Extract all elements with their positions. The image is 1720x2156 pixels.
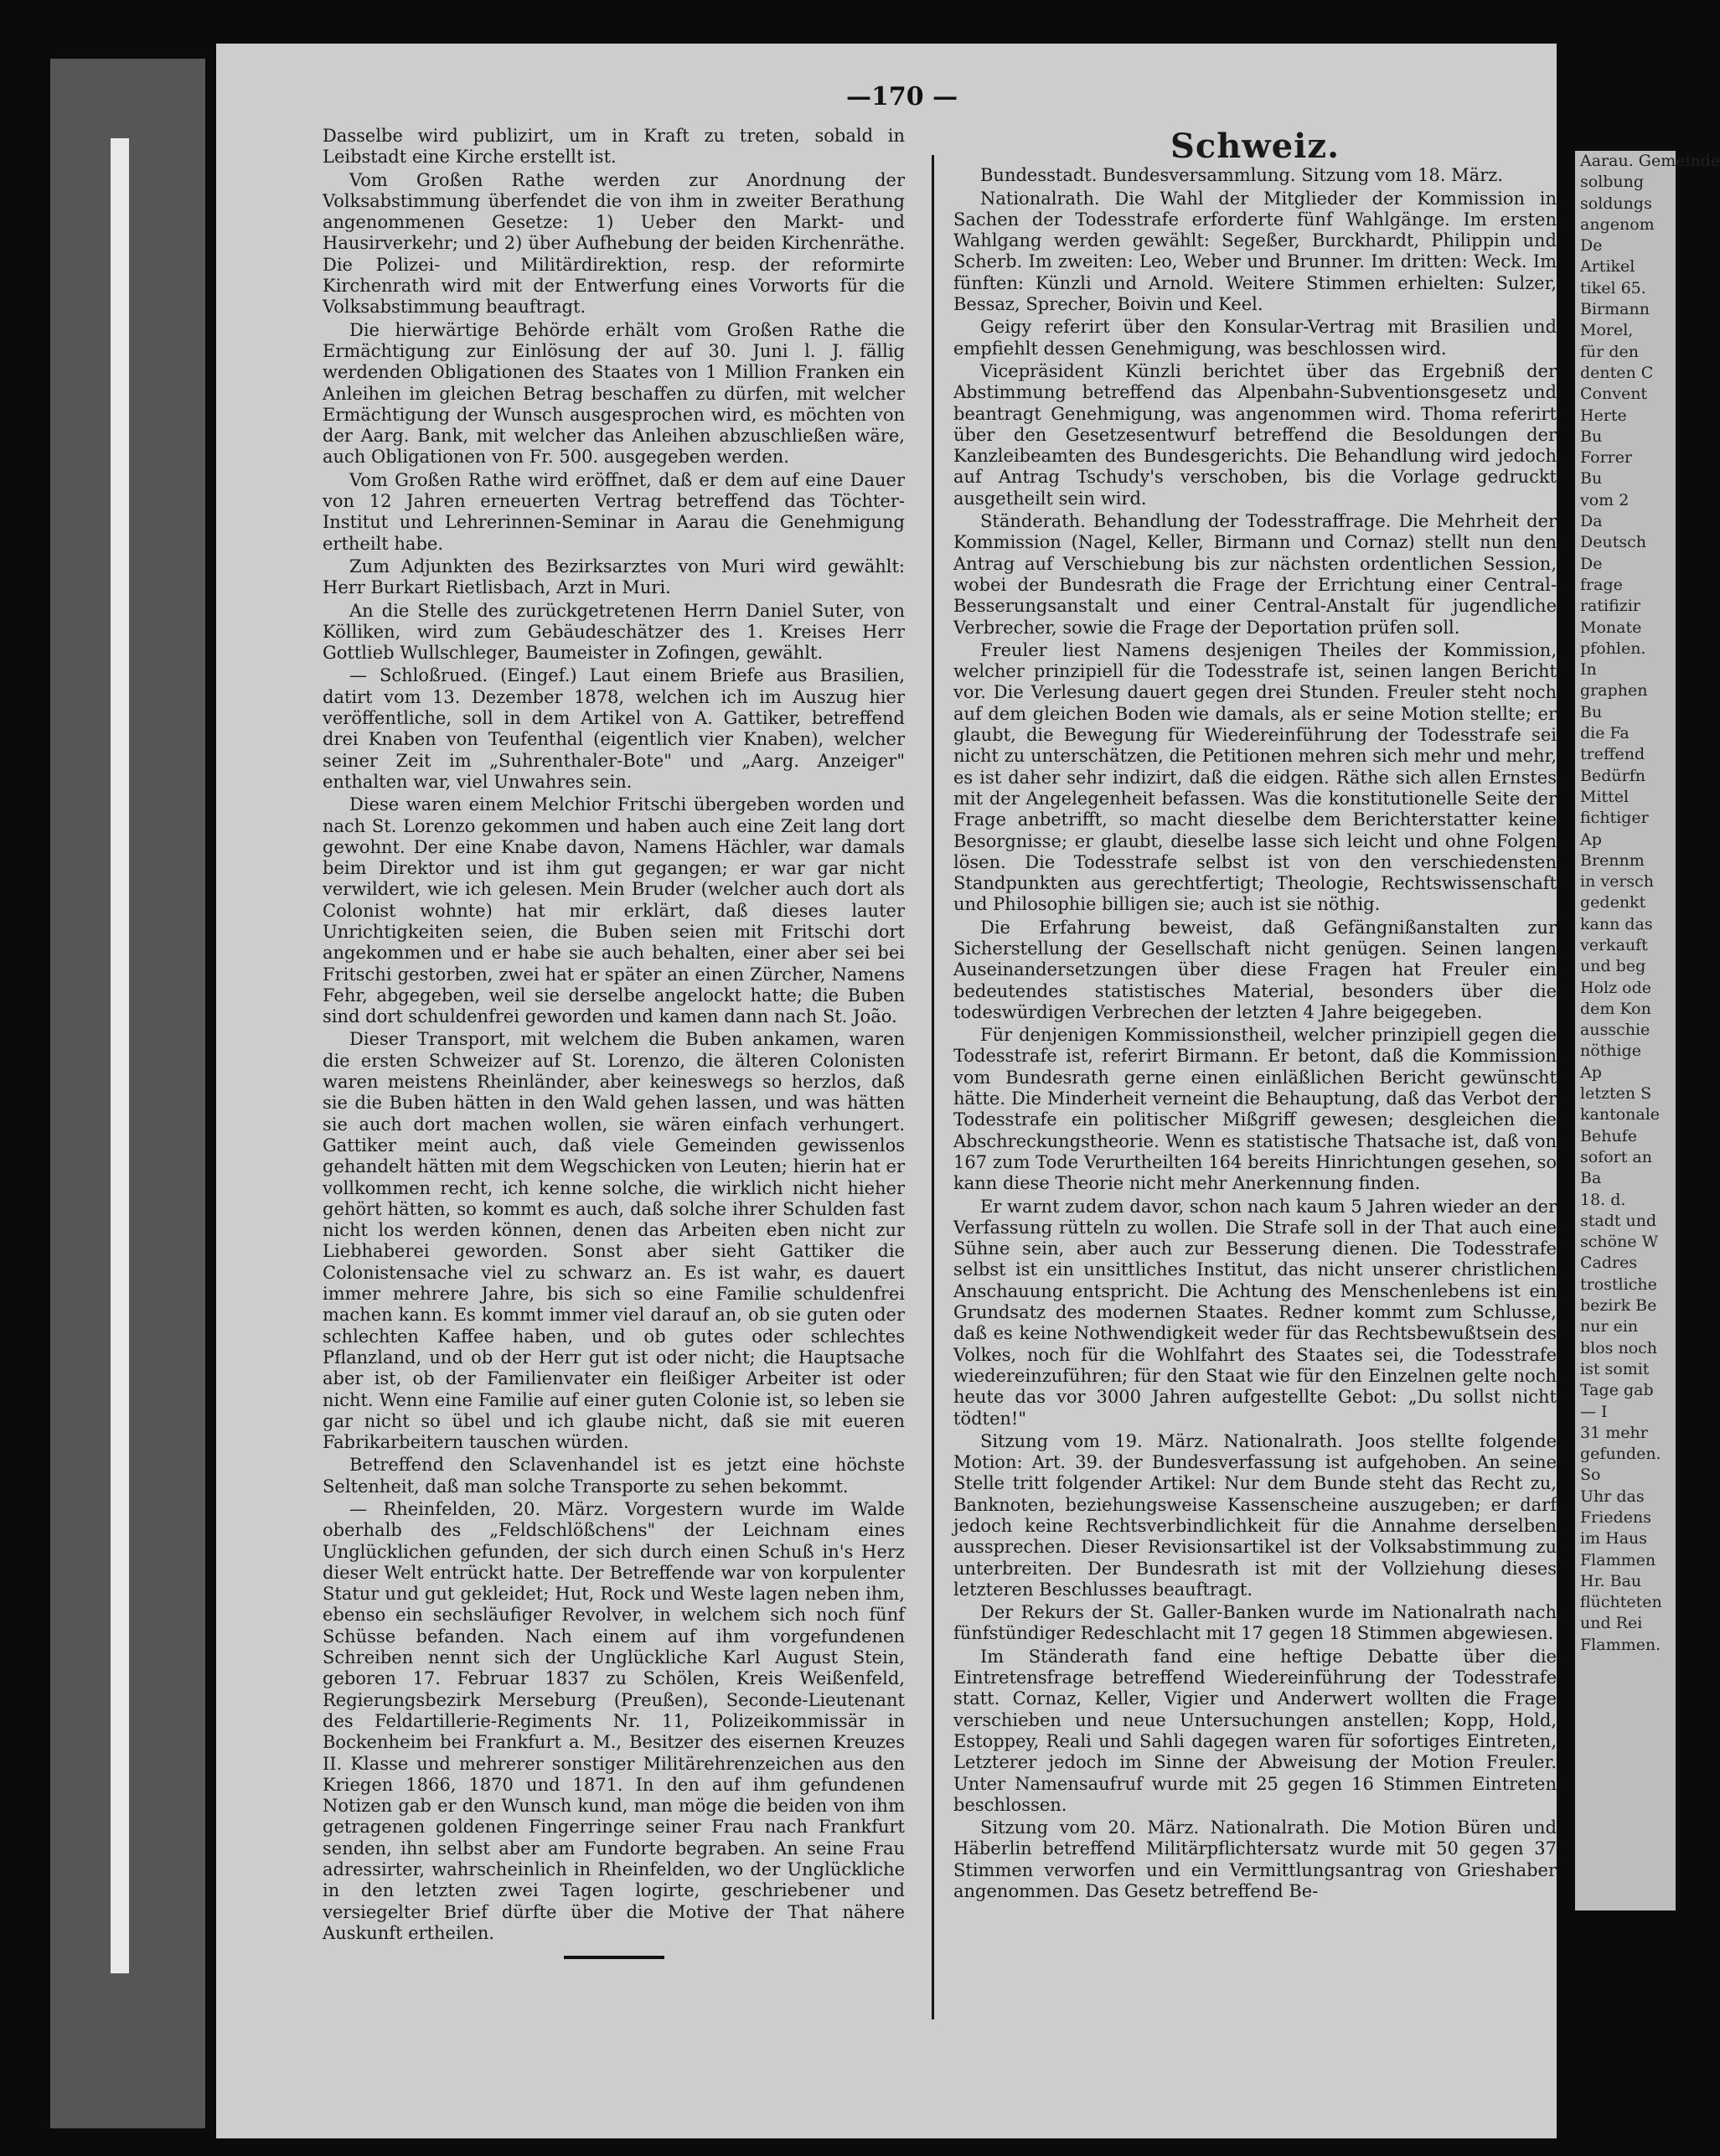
next-page-line: Da bbox=[1580, 512, 1603, 531]
next-page-line: ratifizir bbox=[1580, 597, 1640, 616]
article-paragraph: Geigy referirt über den Konsular-Vertrag mit Brasilien und empfiehlt dessen Genehmigung, was beschlossen wird. bbox=[953, 317, 1557, 359]
article-paragraph: Vicepräsident Künzli berichtet über das Ergebniß der Abstimmung betreffend das Alpenbahn-Subventionsgesetz und beantragt Genehmigung, was angenommen wird. Thoma referirt über den Gesetzesentwurf betreffend die Besoldungen der Kanzleibeamten des Bundesgerichts. Die Behandlung wird jedoch auf Antrag Tschudy's verschoben, bis die Vorlage gedruckt ausgetheilt sein wird. bbox=[953, 360, 1557, 509]
article-paragraph: Für denjenigen Kommissionstheil, welcher prinzipiell gegen die Todesstrafe ist, referirt Birmann. Er betont, daß die Kommission vom Bundesrath gerne einen einläßlichen Bericht gewünscht hätte. Die Minderheit verneint die Behauptung, daß das Verbot der Todesstrafe ein politischer Mißgriff gewesen; desgleichen die Abschreckungstheorie. Wenn es statistische Thatsache ist, daß von 167 zum Tode Verurtheilten 164 bereits Hinrichtungen gesehen, so kann diese Theorie nicht mehr Anerkennung finden. bbox=[953, 1025, 1557, 1194]
article-paragraph: Sitzung vom 20. März. Nationalrath. Die Motion Büren und Häberlin betreffend Militärpflichtersatz wurde mit 50 gegen 37 Stimmen verworfen und ein Vermittlungsantrag von Grieshaber angenommen. Das Gesetz betreffend Be- bbox=[953, 1817, 1557, 1902]
next-page-line: So bbox=[1580, 1466, 1601, 1485]
left-column bbox=[323, 126, 905, 1959]
article-paragraph: Die hierwärtige Behörde erhält vom Großen Rathe die Ermächtigung zur Einlösung der auf 30. Juni l. J. fällig werdenden Obligationen des Staates von 1 Million Franken ein Anleihen im gleichen Betrag beschaffen zu dürfen, mit welcher Ermächtigung der Wunsch ausgesprochen wird, es möchten von der Aarg. Bank, mit welcher das Anleihen abzuschließen wäre, auch Obligationen von Fr. 500. ausgegeben werden. bbox=[323, 319, 905, 468]
article-paragraph: Betreffend den Sclavenhandel ist es jetzt eine höchste Seltenheit, daß man solche Transporte zu sehen bekommt. bbox=[323, 1455, 905, 1497]
next-page-line: letzten S bbox=[1580, 1084, 1652, 1104]
article-paragraph: Sitzung vom 19. März. Nationalrath. Joos stellte folgende Motion: Art. 39. der Bundesverfassung ist aufgehoben. An seine Stelle tritt folgender Artikel: Nur dem Bunde steht das Recht zu, Banknoten, beziehungsweise Kassenscheine auszugeben; er darf jedoch keine Rechtsverbindlichkeit für die Annahme derselben aussprechen. Dieser Revisionsartikel ist der Volksabstimmung zu unterbreiten. Der Bundesrath ist mit der Vollziehung dieses letzteren Beschlusses beauftragt. bbox=[953, 1430, 1557, 1600]
next-page-line: Herte bbox=[1580, 406, 1627, 425]
next-page-line: Deutsch bbox=[1580, 533, 1646, 552]
article-paragraph: — Rheinfelden, 20. März. Vorgestern wurde im Walde oberhalb des „Feldschlößchens" der Leichnam eines Unglücklichen gefunden, der sich durch einen Schuß in's Herz dieser Welt entrückt hatte. Der Betreffende war von korpulenter Statur und gut gekleidet; Hut, Rock und Weste lagen neben ihm, ebenso ein sechsläufiger Revolver, in welchem sich noch fünf Schüsse befanden. Nach einem auf ihm vorgefundenen Schreiben nennt sich der Unglückliche Karl August Stein, geboren 17. Februar 1837 zu Schölen, Kreis Weißenfeld, Regierungsbezirk Merseburg (Preußen), Seconde-Lieutenant des Feldartillerie-Regiments Nr. 11, Polizeikommissär in Bockenheim bei Frankfurt a. M., Besitzer des eisernen Kreuzes II. Klasse und mehrerer sonstiger Militärehrenzeichen aus den Kriegen 1866, 1870 und 1871. In den auf ihm gefundenen Notizen gab er den Wunsch kund, man möge die beiden von ihm getragenen goldenen Fingerringe seiner Frau nach Frankfurt senden, ihn selbst aber am Fundorte begraben. An seine Frau adressirter, wahrscheinlich in Rheinfelden, wo der Unglückliche in den letzten zwei Tagen logirte, geschriebener und versiegelter Brief dürfte über die Motive der That nähere Auskunft ertheilen. bbox=[323, 1499, 905, 1943]
next-page-line: frage bbox=[1580, 575, 1623, 594]
next-page-line: ausschie bbox=[1580, 1021, 1650, 1040]
next-page-line: nur ein bbox=[1580, 1317, 1639, 1337]
article-paragraph: Die Erfahrung beweist, daß Gefängnißanstalten zur Sicherstellung der Gesellschaft nicht genügen. Seinen langen Auseinandersetzungen über diese Fragen hat Freuler ein bedeutendes statistisches Material, besonders über die todeswürdigen Verbrechen der letzten 4 Jahre beigegeben. bbox=[953, 917, 1557, 1022]
article-paragraph: — Schloßrued. (Eingef.) Laut einem Briefe aus Brasilien, datirt vom 13. Dezember 1878, welchen ich im Auszug hier veröffentliche, soll in dem Artikel von A. Gattiker, betreffend drei Knaben von Teufenthal (eigentlich vier Knaben), welcher seiner Zeit im „Suhrenthaler-Bote" und „Aarg. Anzeiger" enthalten war, viel Unwahres sein. bbox=[323, 665, 905, 792]
next-page-line: gefunden. bbox=[1580, 1445, 1661, 1464]
next-page-line: flüchteten bbox=[1580, 1593, 1662, 1612]
next-page-line: Tage gab bbox=[1580, 1381, 1654, 1400]
next-page-line: nöthige bbox=[1580, 1042, 1642, 1061]
paper-slip bbox=[111, 138, 129, 1973]
article-paragraph: Freuler liest Namens desjenigen Theiles der Kommission, welcher prinzipiell für die Todesstrafe ist, seinen langen Bericht vor. Die Verlesung dauert gegen drei Stunden. Freuler steht noch auf dem gleichen Boden wie damals, als er seine Motion stellte; er glaubt, die Bewegung für Wiedereinführung der Todesstrafe sei nicht zu unterschätzen, die Petitionen mehren sich mehr und mehr, es ist daher sehr indizirt, daß die eidgen. Räthe sich allen Ernstes mit der Angelegenheit befassen. Was die konstitutionelle Seite der Frage anbetrifft, so macht dieselbe dem Berichterstatter keine Besorgnisse; er glaubt, dieselbe lasse sich leicht und ohne Folgen lösen. Die Todesstrafe selbst ist von den verschiedensten Standpunkten aus gerechtfertigt; Theologie, Rechtswissenschaft und Philosophie billigen sie; auch ist sie nöthig. bbox=[953, 639, 1557, 915]
next-page-line: gedenkt bbox=[1580, 893, 1646, 913]
next-page-line: kann das bbox=[1580, 914, 1653, 933]
next-page-line: Ba bbox=[1580, 1169, 1602, 1188]
article-paragraph: Diese waren einem Melchior Fritschi übergeben worden und nach St. Lorenzo gekommen und haben auch eine Zeit lang dort gewohnt. Der eine Knabe davon, Namens Hächler, war damals beim Direktor und ist ihm gut gegangen; er war gar nicht verwildert, wie ich gelesen. Mein Bruder (welcher auch dort als Colonist wohnte) hat mir erklärt, daß dieses lauter Unrichtigkeiten seien, die Buben seien mit Fritschi dort angekommen und er habe sie auch behalten, einer aber sei bei Fritschi gestorben, zwei hat er später an einen Zürcher, Namens Fehr, abgegeben, weil sie derselbe angelockt hatte; die Buben sind dort schuldenfrei geworden und kamen dann nach St. João. bbox=[323, 794, 905, 1027]
next-page-line: Ap bbox=[1580, 830, 1602, 849]
next-page-line: stadt und bbox=[1580, 1211, 1657, 1230]
next-page-line: angenom bbox=[1580, 215, 1655, 234]
next-page-line: für den bbox=[1580, 342, 1640, 361]
article-paragraph: Er warnt zudem davor, schon nach kaum 5 Jahren wieder an der Verfassung rütteln zu wollen. Die Strafe soll in der That auch eine Sühne sein, aber auch zur Besserung dienen. Die Todesstrafe selbst ist ein unsittliches Institut, das nicht unserer christlichen Anschauung entspricht. Die Achtung des Menschenlebens ist ein Grundsatz des modernen Staates. Redner kommt zum Schlusse, daß es keine Nothwendigkeit weder für das Rechtsbewußtsein des Volkes, noch für die Wohlfahrt des Staates sei, die Todesstrafe wiedereinzuführen; für den Staat wie für den Einzelnen gelte noch heute das vor 3000 Jahren aufgestellte Gebot: „Du sollst nicht tödten!" bbox=[953, 1196, 1557, 1429]
next-page-line: Artikel bbox=[1580, 257, 1635, 277]
article-paragraph: Dieser Transport, mit welchem die Buben ankamen, waren die ersten Schweizer auf St. Lorenzo, die älteren Colonisten waren meistens Rheinländer, aber keineswegs so herzlos, daß sie die Buben hätten in den Wald gehen lassen, und was hätten sie auch dort machen wollen, sie wären einfach verhungert. Gattiker meint auch, daß viele Gemeinden gewissenlos gehandelt hätten mit dem Wegschicken von Leuten; hierin hat er vollkommen recht, ich kenne solche, die wirklich nicht hieher gehört hätten, so kommt es auch, daß solche ihrer Schulden fast nicht los werden können, denen das Arbeiten eben nicht zur Liebhaberei geworden. Sonst aber sieht Gattiker die Colonistensache viel zu schwarz an. Es ist wahr, es dauert immer mehrere Jahre, bis sich so eine Familie schuldenfrei machen kann. Es kommt immer viel darauf an, ob sie guten oder schlechten Kaffee haben, und ob gutes oder schlechtes Pflanzland, und ob der Herr gut ist oder nicht; die Hauptsache aber ist, ob der Familienvater ein fleißiger Arbeiter ist oder nicht. Wenn eine Familie auf einer guten Colonie ist, so leben sie gar nicht so übel und ich glaube nicht, daß sie mit eueren Fabrikarbeitern tauschen würden. bbox=[323, 1029, 905, 1453]
next-page-line: — I bbox=[1580, 1402, 1608, 1421]
next-page-line: fichtiger bbox=[1580, 809, 1649, 828]
article-paragraph: Vom Großen Rathe werden zur Anordnung der Volksabstimmung überfendet die von ihm in zweiter Berathung angenommenen Gesetze: 1) Ueber den Markt- und Hausirverkehr; und 2) über Aufhebung der beiden Kirchenräthe. Die Polizei- und Militärdirektion, resp. der reformirte Kirchenrath wird mit der Entwerfung eines Vorworts für die Volksabstimmung beauftragt. bbox=[323, 169, 905, 318]
next-page-line: schöne W bbox=[1580, 1233, 1659, 1252]
column-divider bbox=[932, 155, 934, 2019]
next-page-line: im Haus bbox=[1580, 1529, 1648, 1548]
next-page-line: sofort an bbox=[1580, 1147, 1652, 1166]
next-page-line: Bu bbox=[1580, 427, 1603, 446]
next-page-line: 18. d. bbox=[1580, 1190, 1626, 1209]
next-page-line: vom 2 bbox=[1580, 490, 1630, 509]
next-page-line: Forrer bbox=[1580, 448, 1633, 468]
next-page-line: solbung bbox=[1580, 173, 1645, 192]
next-page-line: die Fa bbox=[1580, 724, 1630, 743]
article-paragraph: Der Rekurs der St. Galler-Banken wurde im Nationalrath nach fünfstündiger Redeschlacht mit 17 gegen 18 Stimmen abgewiesen. bbox=[953, 1602, 1557, 1644]
next-page-line: Uhr das bbox=[1580, 1486, 1645, 1506]
right-column bbox=[953, 126, 1557, 1904]
article-paragraph: Nationalrath. Die Wahl der Mitglieder der Kommission in Sachen der Todesstrafe erforderte fünf Wahlgänge. Im ersten Wahlgang werden gewählt: Segeßer, Burckhardt, Philippin und Scherb. Im zweiten: Leo, Weber und Brunner. Im dritten: Weck. Im fünften: Künzli und Arnold. Weitere Stimmen erhielten: Sulzer, Bessaz, Sprecher, Boivin und Keel. bbox=[953, 188, 1557, 315]
article-paragraph: Bundesstadt. Bundesversammlung. Sitzung vom 18. März. bbox=[980, 165, 1503, 186]
next-page-line: Flammen bbox=[1580, 1550, 1656, 1569]
next-page-line: pfohlen. bbox=[1580, 639, 1646, 658]
next-page-line: und beg bbox=[1580, 957, 1646, 976]
next-page-line: Bu bbox=[1580, 469, 1603, 489]
next-page-line: dem Kon bbox=[1580, 999, 1651, 1018]
next-page-line: 31 mehr bbox=[1580, 1423, 1648, 1442]
next-page-line: ist somit bbox=[1580, 1359, 1650, 1378]
next-page-line: verkauft bbox=[1580, 935, 1648, 954]
next-page-edge bbox=[1575, 151, 1720, 1910]
next-page-line: Brennm bbox=[1580, 851, 1645, 870]
next-page-line: Aarau. Gemeinde bbox=[1580, 152, 1720, 170]
next-page-line: Bedürfn bbox=[1580, 766, 1645, 785]
next-page-line: treffend bbox=[1580, 745, 1645, 764]
article-paragraph: Zum Adjunkten des Bezirksarztes von Muri wird gewählt: Herr Burkart Rietlisbach, Arzt in Muri. bbox=[323, 556, 905, 598]
next-page-line: trostliche bbox=[1580, 1274, 1657, 1294]
article-paragraph: An die Stelle des zurückgetretenen Herrn Daniel Suter, von Kölliken, wird zum Gebäudeschätzer des 1. Kreises Herr Gottlieb Wullschleger, Baumeister in Zofingen, gewählt. bbox=[323, 600, 905, 664]
next-page-line: und Rei bbox=[1580, 1614, 1643, 1633]
next-page-line: Flammen. bbox=[1580, 1635, 1661, 1654]
next-page-line: Mittel bbox=[1580, 787, 1630, 806]
next-page-line: denten C bbox=[1580, 363, 1654, 382]
next-page-line: Hr. Bau bbox=[1580, 1571, 1642, 1590]
next-page-line: soldungs bbox=[1580, 194, 1652, 213]
next-page-line: Behufe bbox=[1580, 1126, 1637, 1145]
next-page-line: Ap bbox=[1580, 1062, 1602, 1082]
next-page-line: Morel, bbox=[1580, 321, 1634, 340]
article-paragraph: Ständerath. Behandlung der Todesstraffrage. Die Mehrheit der Kommission (Nagel, Keller, Birmann und Cornaz) stellt nun den Antrag auf Verschiebung bis zur nächsten ordentlichen Session, wobei der Bundesrath die Frage der Errichtung einer Central-Besserungsanstalt und einer Central-Anstalt für jugendliche Verbrecher, sowie die Frage der Deportation prüfen soll. bbox=[953, 511, 1557, 638]
section-end-rule bbox=[564, 1956, 664, 1959]
article-paragraph: Im Ständerath fand eine heftige Debatte über die Eintretensfrage betreffend Wiedereinführung der Todesstrafe statt. Cornaz, Keller, Vigier und Anderwert wollten die Frage verschieben und neue Untersuchungen anstellen; Kopp, Hold, Estoppey, Reali und Sahli dagegen waren für sofortiges Eintreten, Letzterer jedoch im Sinne der Abweisung der Motion Freuler. Unter Namensaufruf wurde mit 25 gegen 16 Stimmen Eintreten beschlossen. bbox=[953, 1646, 1557, 1815]
next-page-line: Holz ode bbox=[1580, 978, 1651, 997]
next-page-line: Birmann bbox=[1580, 300, 1650, 319]
next-page-line: Bu bbox=[1580, 702, 1603, 721]
page-number: —170 — bbox=[846, 82, 958, 111]
next-page-line: Friedens bbox=[1580, 1508, 1651, 1527]
next-page-line: In bbox=[1580, 660, 1597, 680]
next-page-line: tikel 65. bbox=[1580, 278, 1646, 297]
next-page-line: Convent bbox=[1580, 385, 1648, 404]
next-page-line: in versch bbox=[1580, 872, 1655, 892]
next-page-line: Monate bbox=[1580, 618, 1642, 637]
section-heading: Schweiz. bbox=[1170, 127, 1340, 166]
next-page-line: kantonale bbox=[1580, 1105, 1661, 1125]
next-page-line: graphen bbox=[1580, 681, 1648, 701]
next-page-line: De bbox=[1580, 236, 1603, 256]
next-page-line: De bbox=[1580, 554, 1603, 573]
article-paragraph: Vom Großen Rathe wird eröffnet, daß er dem auf eine Dauer von 12 Jahren erneuerten Vertrag betreffend das Töchter-Institut und Lehrerinnen-Seminar in Aarau die Genehmigung ertheilt habe. bbox=[323, 469, 905, 554]
article-paragraph: Dasselbe wird publizirt, um in Kraft zu treten, sobald in Leibstadt eine Kirche erstellt ist. bbox=[323, 126, 905, 168]
next-page-line: blos noch bbox=[1580, 1338, 1658, 1357]
next-page-line: bezirk Be bbox=[1580, 1296, 1657, 1316]
next-page-line: Cadres bbox=[1580, 1254, 1638, 1273]
